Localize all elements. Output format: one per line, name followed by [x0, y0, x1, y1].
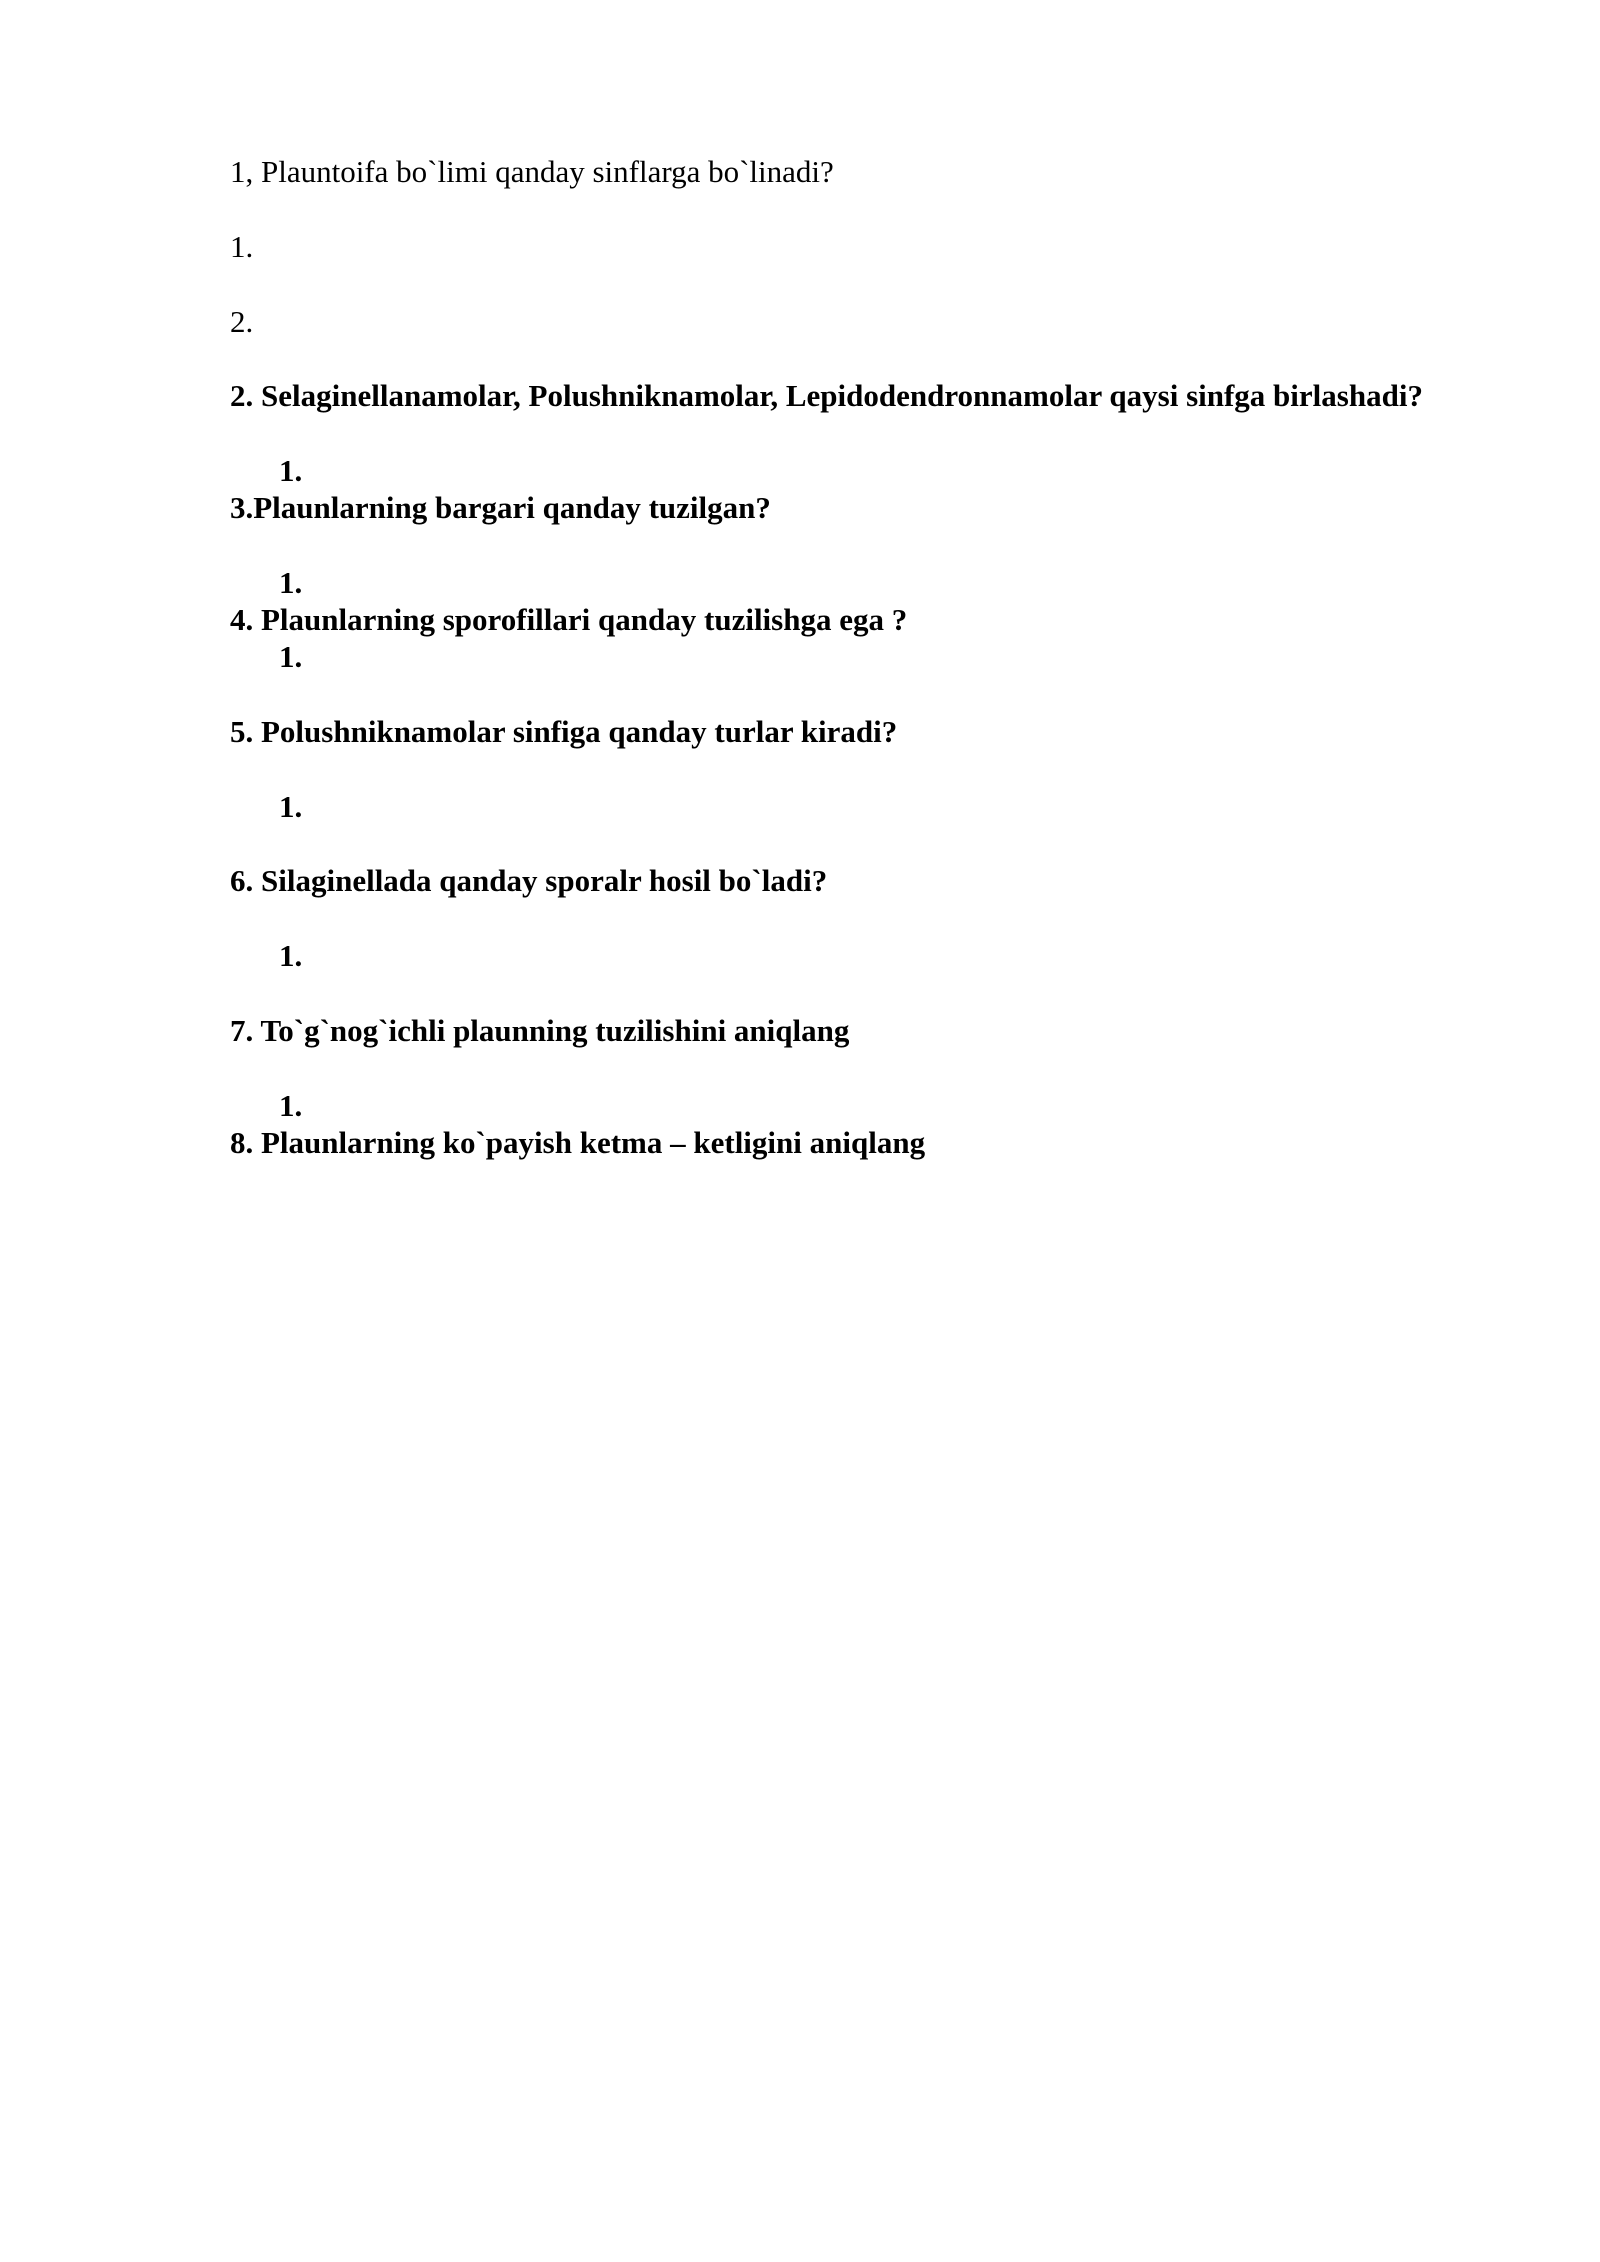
question-4: 4. Plaunlarning sporofillari qanday tuzilishga ega ?: [230, 602, 908, 637]
answer-5-item-1: 1.: [279, 789, 303, 824]
question-1: 1, Plauntoifa bo`limi qanday sinflarga bo`linadi?: [230, 154, 834, 189]
answer-1-item-1: 1.: [230, 229, 254, 264]
answer-4-item-1: 1.: [279, 639, 303, 674]
answer-6-item-1: 1.: [279, 938, 303, 973]
question-6: 6. Silaginellada qanday sporalr hosil bo`ladi?: [230, 863, 828, 898]
answer-1-item-2: 2.: [230, 304, 254, 339]
question-8: 8. Plaunlarning ko`payish ketma – ketligini aniqlang: [230, 1125, 926, 1160]
question-7: 7. To`g`nog`ichli plaunning tuzilishini aniqlang: [230, 1013, 850, 1048]
answer-2-item-1: 1.: [279, 453, 303, 488]
question-3: 3.Plaunlarning bargari qanday tuzilgan?: [230, 490, 771, 525]
question-2: 2. Selaginellanamolar, Polushniknamolar, Lepidodendronnamolar qaysi sinfga birlashadi?: [230, 378, 1423, 413]
question-5: 5. Polushniknamolar sinfiga qanday turlar kiradi?: [230, 714, 898, 749]
answer-7-item-1: 1.: [279, 1088, 303, 1123]
answer-3-item-1: 1.: [279, 565, 303, 600]
